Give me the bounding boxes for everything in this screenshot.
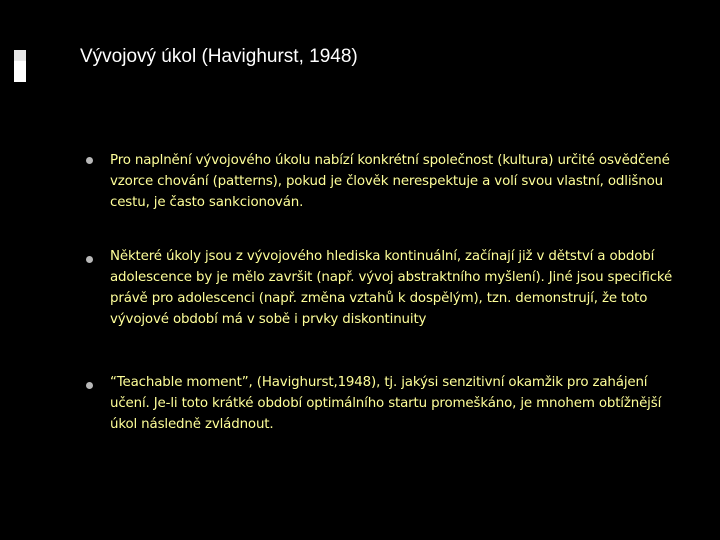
- bullet-icon: [86, 382, 93, 389]
- bullet-icon: [86, 157, 93, 164]
- bullet-icon: [86, 256, 93, 263]
- slide-title: Vývojový úkol (Havighurst, 1948): [80, 46, 358, 67]
- bullet-text: Pro naplnění vývojového úkolu nabízí konkrétní společnost (kultura) určité osvědčené vzorce chování (patterns), pokud je člověk nerespektuje a volí svou vlastní, odlišnou cestu, je často sankcionován.: [110, 153, 670, 210]
- bullet-text: Některé úkoly jsou z vývojového hlediska kontinuální, začínají již v dětství a období adolescence by je mělo završit (např. vývoj abstraktního myšlení). Jiné jsou specifické právě pro adolescenci (např. změna vztahů k dospělým), tzn. demonstrují, že toto vývojové období má v sobě i prvky diskontinuity: [110, 249, 673, 327]
- bullet-text: “Teachable moment”, (Havighurst,1948), tj. jakýsi senzitivní okamžik pro zahájení učení. Je-li toto krátké období optimálního startu promeškáno, je mnohem obtížnější úkol následně zvládnout.: [110, 375, 662, 432]
